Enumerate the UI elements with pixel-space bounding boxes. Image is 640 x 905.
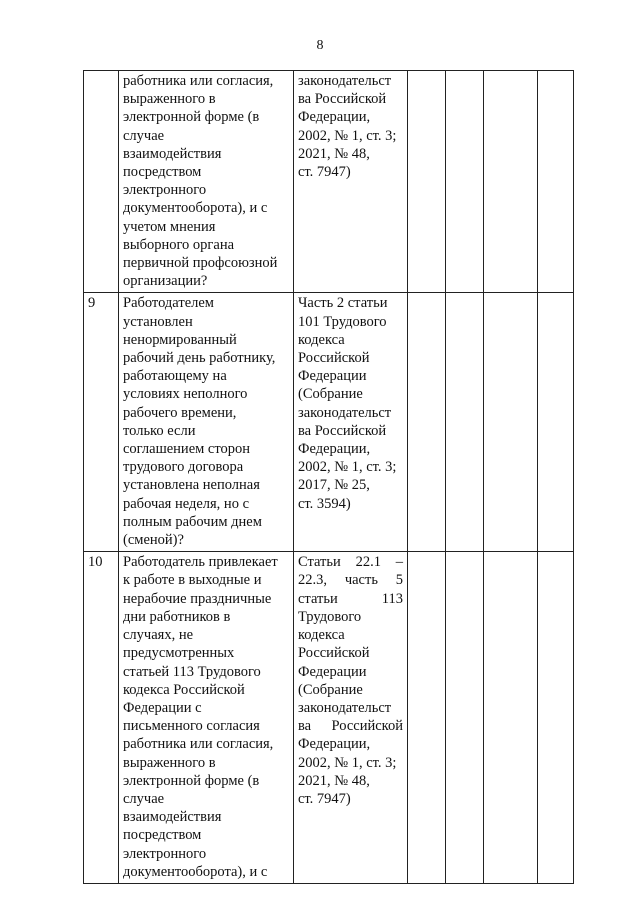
- cell-text-line: статьи 113: [298, 590, 403, 607]
- cell-text-line: установлена неполная: [123, 477, 260, 494]
- cell-text-line: законодательст: [298, 73, 392, 89]
- note-cell: [538, 293, 574, 552]
- cell-text-line: Федерации,: [298, 441, 371, 458]
- cell-text-line: Работодатель привлекает: [123, 554, 278, 571]
- cell-text-line: (Собрание: [298, 386, 363, 403]
- cell-text-line: Трудового: [298, 608, 362, 625]
- cell-text-line: посредством: [123, 827, 202, 844]
- cell-text-line: кодекса Российской: [123, 681, 245, 698]
- cell-text-line: Статьи 22.1 –: [298, 554, 403, 571]
- cell-text-line: Федерации: [298, 368, 367, 385]
- cell-text-line: взаимодействия: [123, 809, 222, 826]
- cell-text-line: к работе в выходные и: [123, 572, 262, 589]
- question-cell: [119, 71, 294, 293]
- cell-text-line: случаях, не: [123, 627, 194, 644]
- question-cell: [119, 552, 294, 884]
- cell-text-line: электронной форме (в: [123, 109, 260, 126]
- cell-text-line: полным рабочим днем: [123, 513, 262, 530]
- cell-text-line: рабочий день работнику,: [123, 350, 276, 367]
- cell-text-line: условиях неполного: [123, 386, 248, 403]
- note-cell: [538, 71, 574, 293]
- question-cell: [119, 293, 294, 552]
- cell-text-line: 2002, № 1, ст. 3;: [298, 459, 397, 476]
- cell-text-line: электронного: [123, 845, 207, 862]
- reference-cell: [294, 293, 408, 552]
- cell-text-line: кодекса: [298, 331, 345, 348]
- cell-text-line: статьей 113 Трудового: [123, 663, 261, 680]
- table-row: [84, 71, 574, 293]
- cell-text-line: выборного органа: [123, 236, 235, 253]
- cell-text-line: 2021, № 48,: [298, 772, 370, 789]
- page-number: 8: [316, 38, 324, 53]
- cell-text-line: письменного согласия: [123, 718, 260, 735]
- cell-text-line: электронного: [123, 182, 207, 199]
- table-row: [84, 552, 574, 884]
- cell-text-line: Федерации: [298, 663, 367, 680]
- cell-text-line: трудового договора: [123, 459, 244, 476]
- cell-text-line: 2002, № 1, ст. 3;: [298, 127, 397, 144]
- cell-text-line: выраженного в: [123, 91, 216, 108]
- cell-text-line: организации?: [123, 273, 208, 290]
- cell-text-line: рабочая неделя, но с: [123, 495, 250, 512]
- answer-no-cell: [446, 293, 484, 552]
- not-applicable-cell: [484, 552, 538, 884]
- cell-text-line: Федерации,: [298, 109, 371, 126]
- cell-text-line: ст. 7947): [298, 164, 351, 181]
- cell-text-line: ст. 3594): [298, 495, 351, 512]
- answer-no-cell: [446, 71, 484, 293]
- cell-text-line: соглашением сторон: [123, 441, 251, 458]
- cell-text-line: установлен: [123, 313, 193, 330]
- cell-text-line: документооборота), и с: [123, 863, 268, 880]
- cell-text-line: первичной профсоюзной: [123, 255, 278, 272]
- cell-text-line: только если: [123, 422, 196, 439]
- cell-text-line: предусмотренных: [123, 645, 235, 662]
- cell-text-line: 22.3, часть 5: [298, 572, 403, 589]
- cell-text-line: (сменой)?: [123, 532, 184, 549]
- cell-text-line: Российской: [298, 645, 370, 662]
- answer-yes-cell: [408, 71, 446, 293]
- cell-text-line: ва Российской: [298, 718, 403, 735]
- cell-text-line: (Собрание: [298, 681, 363, 698]
- cell-text-line: ст. 7947): [298, 790, 351, 807]
- answer-yes-cell: [408, 552, 446, 884]
- cell-text-line: 2002, № 1, ст. 3;: [298, 754, 397, 771]
- cell-text-line: выраженного в: [123, 754, 216, 771]
- cell-text-line: Федерации с: [123, 699, 202, 716]
- cell-text-line: кодекса: [298, 627, 345, 644]
- cell-text-line: документооборота), и с: [123, 200, 268, 217]
- cell-text-line: работника или согласия,: [123, 736, 274, 753]
- cell-text-line: работающему на: [123, 368, 227, 385]
- cell-text-line: Работодателем: [123, 295, 214, 312]
- note-cell: [538, 552, 574, 884]
- cell-text-line: 2021, № 48,: [298, 145, 370, 162]
- cell-text-line: дни работников в: [123, 608, 231, 625]
- cell-text-line: посредством: [123, 164, 202, 181]
- cell-text-line: ва Российской: [298, 422, 387, 439]
- checklist-table: [83, 70, 574, 884]
- table-row: [84, 293, 574, 552]
- row-number: [84, 71, 119, 293]
- cell-text-line: электронной форме (в: [123, 772, 260, 789]
- answer-yes-cell: [408, 293, 446, 552]
- cell-text-line: законодательст: [298, 699, 392, 716]
- row-number: 9: [84, 293, 119, 552]
- not-applicable-cell: [484, 293, 538, 552]
- row-number: 10: [84, 552, 119, 884]
- cell-text-line: ва Российской: [298, 91, 387, 108]
- cell-text-line: работника или согласия,: [123, 73, 274, 89]
- cell-text-line: взаимодействия: [123, 145, 222, 162]
- cell-text-line: 101 Трудового: [298, 313, 387, 330]
- cell-text-line: учетом мнения: [123, 218, 216, 235]
- cell-text-line: Федерации,: [298, 736, 371, 753]
- not-applicable-cell: [484, 71, 538, 293]
- cell-text-line: законодательст: [298, 404, 392, 421]
- reference-cell: [294, 552, 408, 884]
- answer-no-cell: [446, 552, 484, 884]
- cell-text-line: случае: [123, 127, 165, 144]
- cell-text-line: рабочего времени,: [123, 404, 237, 421]
- cell-text-line: 2017, № 25,: [298, 477, 370, 494]
- cell-text-line: Часть 2 статьи: [298, 295, 388, 312]
- cell-text-line: Российской: [298, 350, 370, 367]
- cell-text-line: случае: [123, 790, 165, 807]
- reference-cell: [294, 71, 408, 293]
- cell-text-line: ненормированный: [123, 331, 237, 348]
- cell-text-line: нерабочие праздничные: [123, 590, 272, 607]
